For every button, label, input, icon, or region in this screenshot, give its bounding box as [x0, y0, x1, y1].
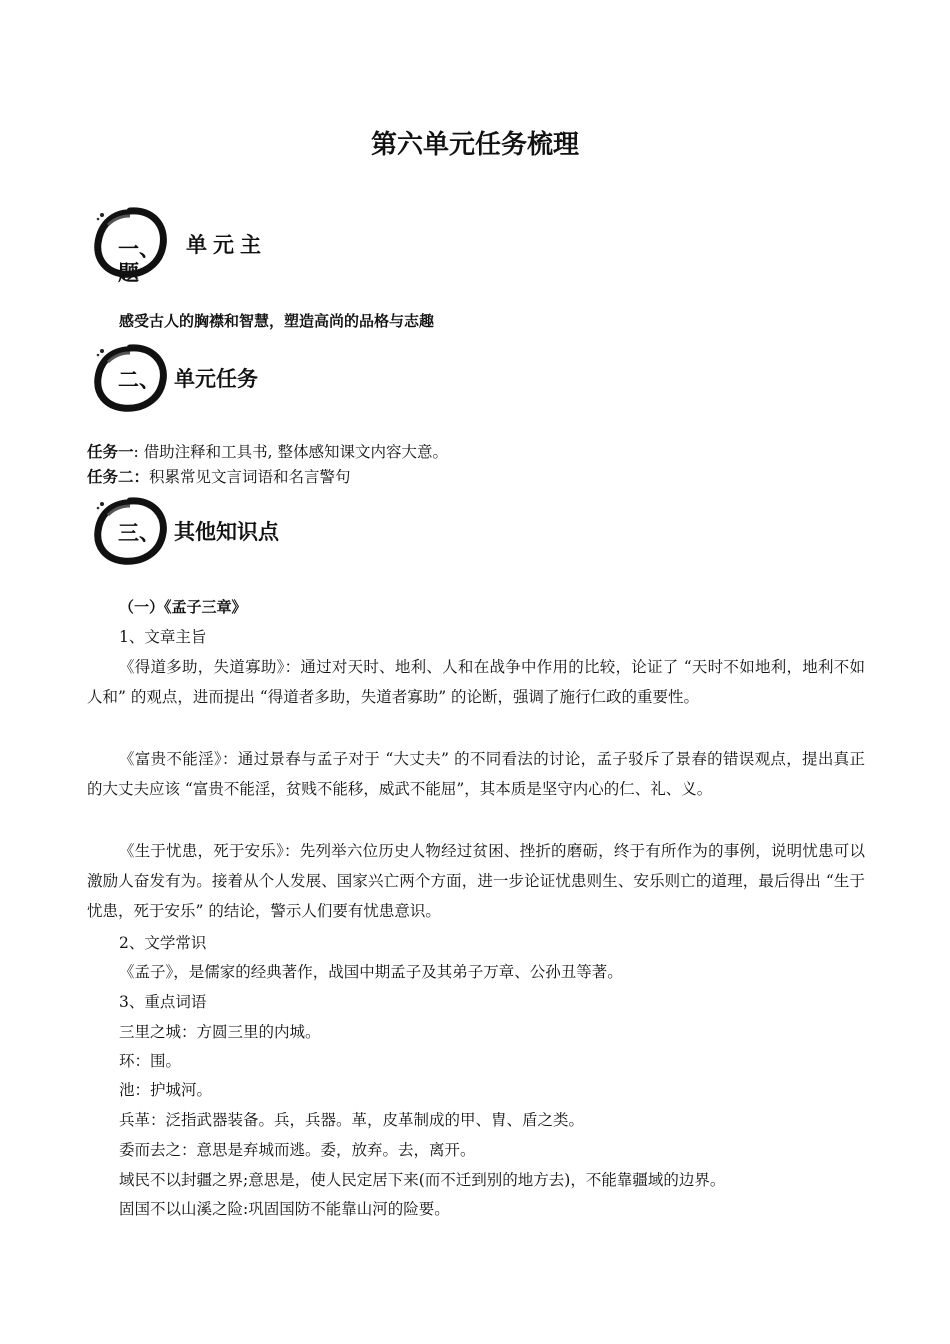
paragraph: 《得道多助，失道寡助》：通过对天时、地利、人和在战争中作用的比较，论证了 “天时不如地利，地利不如人和” 的观点，进而提出 “得道者多助，失道者寡助” 的论断，强调了施行仁政的重要性。: [87, 658, 865, 706]
section-header-knowledge: [90, 495, 330, 570]
paragraph: 《生于忧患，死于安乐》：先列举六位历史人物经过贫困、挫折的磨砺，终于有所作为的事例，说明忧患可以激励人奋发有为。接着从个人发展、国家兴亡两个方面，进一步论证忧患则生、安乐则亡的道理，最后得出 “生于忧患，死于安乐” 的结论，警示人们要有忧患意识。: [87, 842, 865, 920]
vocab-item: 环：围。: [119, 1052, 182, 1070]
section-number: 二、: [118, 368, 160, 392]
heading-literary-knowledge: 2、文学常识: [119, 934, 207, 952]
unit-theme-text: 感受古人的胸襟和智慧，塑造高尚的品格与志趣: [119, 312, 435, 330]
subsection-title: （一）《孟子三章》: [119, 598, 247, 616]
paragraph: 《富贵不能淫》：通过景春与孟子对于 “大丈夫” 的不同看法的讨论，孟子驳斥了景春的错误观点，提出真正的大丈夫应该 “富贵不能淫，贫贱不能移，威武不能屈”，其本质是坚守内心的仁、礼、义。: [87, 750, 865, 798]
vocab-item: 池：护城河。: [119, 1081, 213, 1099]
section-header-theme: [90, 205, 290, 285]
task-label: 任务一: [87, 443, 134, 461]
heading-key-words: 3、重点词语: [119, 993, 207, 1011]
section-number: 一、: [118, 237, 160, 261]
vocab-item: 三里之城：方圆三里的内城。: [119, 1023, 321, 1041]
section-label: 单元主: [186, 233, 267, 257]
task-label: 任务二：: [87, 468, 150, 486]
section-label-wrap: 题: [118, 261, 139, 285]
task-text: 积累常见文言词语和名言警句: [149, 468, 351, 486]
task-text: : 借助注释和工具书, 整体感知课文内容大意。: [133, 443, 449, 461]
task-line: [87, 467, 351, 487]
vocab-item: 兵革：泛指武器装备。兵，兵器。革，皮革制成的甲、胄、盾之类。: [119, 1111, 585, 1129]
section-number: 三、: [118, 521, 160, 545]
section-header-tasks: [90, 342, 290, 417]
task-line: [87, 442, 448, 462]
vocab-item: 固国不以山溪之险:巩固国防不能靠山河的险要。: [119, 1200, 450, 1218]
heading-main-idea: 1、文章主旨: [119, 628, 207, 646]
vocab-item: 委而去之：意思是弃城而逃。委，放弃。去，离开。: [119, 1141, 476, 1159]
paragraph: 《孟子》，是儒家的经典著作，战国中期孟子及其弟子万章、公孙丑等著。: [119, 963, 623, 981]
page-title: 第六单元任务梳理: [370, 130, 579, 160]
section-label: 单元任务: [174, 367, 258, 391]
section-label: 其他知识点: [174, 520, 279, 544]
vocab-item: 域民不以封疆之界;意思是，使人民定居下来(而不迁到别的地方去)，不能靠疆域的边界。: [119, 1171, 726, 1189]
